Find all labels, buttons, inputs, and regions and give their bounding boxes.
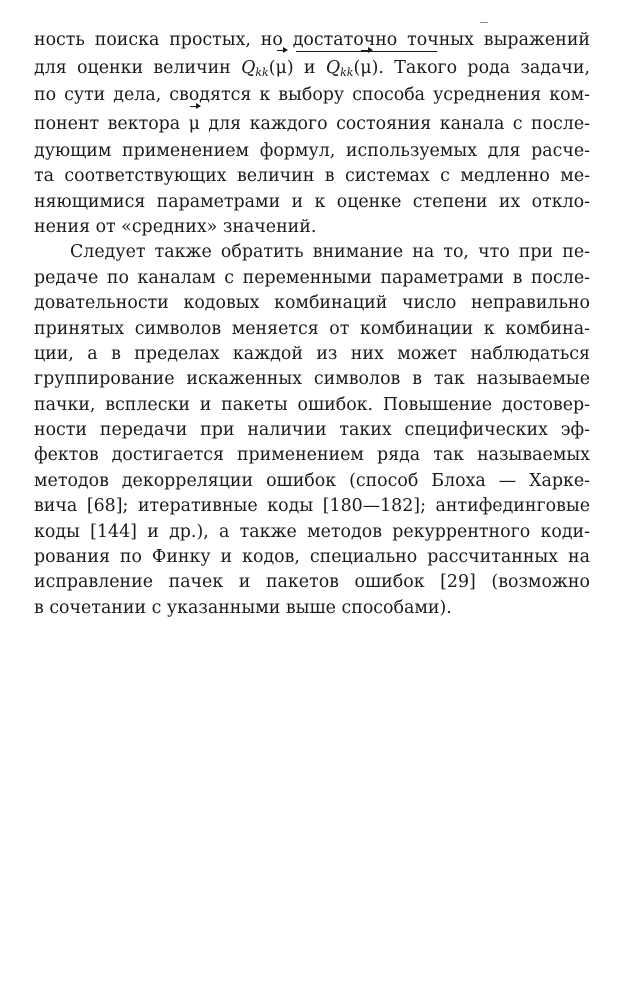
text-line: няющимися параметрами и к оценке степени их откло- — [34, 191, 590, 212]
text-line: редаче по каналам с переменными параметрами в после- — [34, 267, 590, 288]
text-line: коды [144] и др.), а также методов рекуррентного коди- — [34, 521, 590, 542]
text-fragment: для оценки величин — [34, 58, 242, 79]
vector-mu: μ — [360, 53, 371, 83]
text-line: та соответствующих величин в системах с медленно ме- — [34, 166, 590, 187]
formula-q-subscript: kk — [340, 66, 354, 80]
text-line-formula — [34, 53, 590, 83]
vector-mu: μ — [276, 53, 287, 83]
text-line: по сути дела, сводятся к выбору способа усреднения ком- — [34, 85, 590, 106]
formula-q-letter: Q — [325, 58, 341, 79]
text-line: исправление пачек и пакетов ошибок [29] (возможно — [34, 572, 590, 593]
text-line: нения от «средних» значений. — [34, 216, 317, 237]
vector-mu: μ — [189, 109, 200, 139]
text-line: ции, а в пределах каждой из них может наблюдаться — [34, 343, 590, 364]
text-line: пачки, всплески и пакеты ошибок. Повышение достовер- — [34, 394, 590, 415]
formula-paren-close: ) — [371, 58, 379, 79]
document-page — [34, 28, 590, 621]
formula-paren-open: ( — [353, 58, 361, 79]
text-line: ность поиска простых, но достаточно точных выражений — [34, 30, 590, 50]
text-line: группирование искаженных символов в так называемые — [34, 369, 590, 390]
text-line: ности передачи при наличии таких специфических эф- — [34, 420, 590, 441]
text-line: в сочетании с указанными выше способами). — [34, 597, 452, 618]
text-line: довательности кодовых комбинаций число неправильно — [34, 293, 590, 314]
text-line: методов декорреляции ошибок (способ Блоха — Харке- — [34, 470, 590, 491]
text-fragment: . Такого рода задачи, — [378, 58, 590, 79]
text-line: принятых символов меняется от комбинации к комбина- — [34, 318, 590, 339]
text-fragment: понент вектора — [34, 113, 189, 134]
text-line: Следует также обратить внимание на то, что при пе- — [70, 242, 590, 263]
text-line: вича [68]; итеративные коды [180—182]; антифединговые — [34, 496, 590, 517]
text-line-formula — [34, 109, 590, 139]
text-line: дующим применением формул, используемых для расче- — [34, 140, 590, 161]
text-fragment: и — [293, 58, 326, 79]
formula-paren-close: ) — [286, 58, 294, 79]
text-fragment: для каждого состояния канала с после- — [199, 113, 590, 134]
formula-q-letter: Q — [241, 58, 256, 79]
formula-paren-open: ( — [268, 58, 276, 79]
text-line: рования по Финку и кодов, специально рассчитанных на — [34, 547, 590, 568]
formula-q-subscript: kk — [255, 66, 269, 80]
text-line: фектов достигается применением ряда так называемых — [34, 445, 590, 466]
print-dash-mark — [480, 22, 488, 23]
overline-mark — [296, 51, 437, 52]
